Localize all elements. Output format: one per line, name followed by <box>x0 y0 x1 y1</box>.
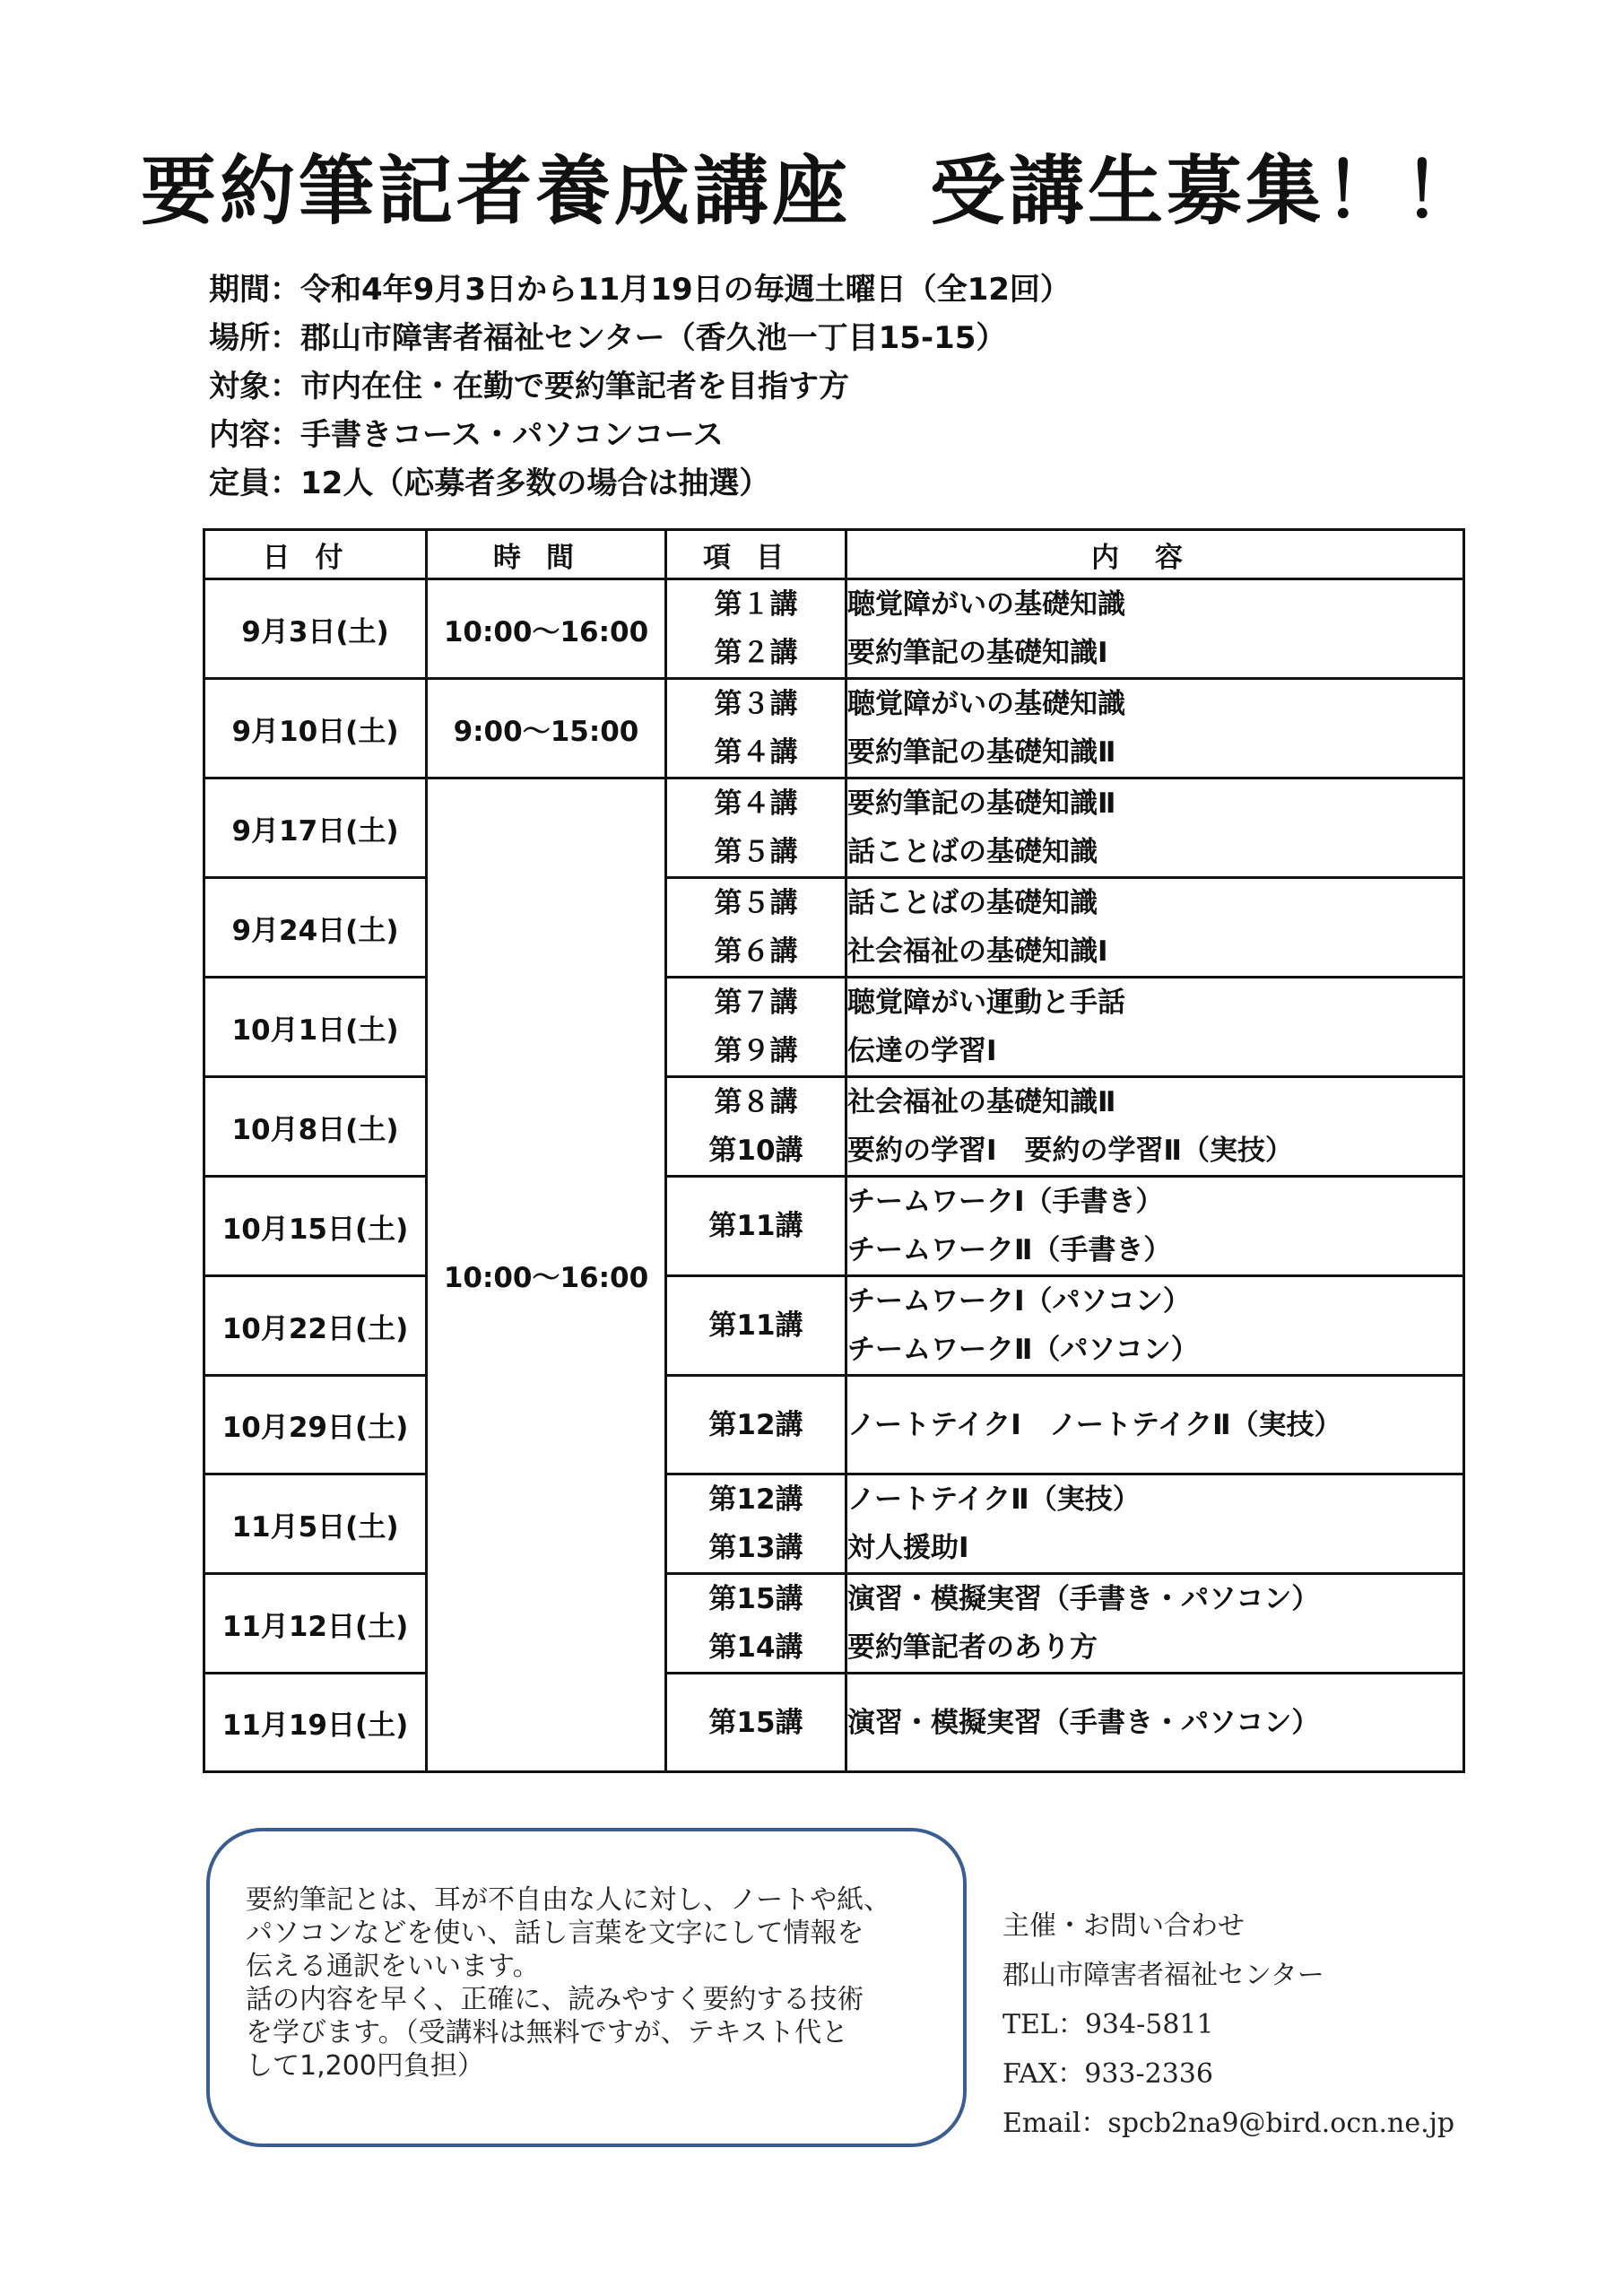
lesson-label: 第12講 <box>708 1483 803 1516</box>
lesson-label: 第11講 <box>708 1210 803 1242</box>
content-text: チームワークⅡ（パソコン） <box>847 1334 1199 1366</box>
row-date: 10月1日(土) <box>204 978 427 1077</box>
header-item: 項目 <box>666 530 846 579</box>
row-time: 10:00～16:00 <box>427 579 666 679</box>
info-content: 内容：手書きコース・パソコンコース <box>209 417 724 453</box>
row-date: 9月10日(土) <box>204 679 427 778</box>
row-contents <box>846 1474 1464 1574</box>
row-date: 10月15日(土) <box>204 1177 427 1276</box>
row-contents <box>846 1177 1464 1276</box>
header-content: 内容 <box>846 530 1464 579</box>
notice-text: 話の内容を早く、正確に、読みやすく要約する技術 <box>246 1984 864 2015</box>
row-lessons <box>666 978 846 1077</box>
notice-text: 伝える通訳をいいます。 <box>246 1951 540 1982</box>
info-block <box>209 265 1071 508</box>
content-text: ノートテイクⅠ ノートテイクⅡ（実技） <box>847 1408 1342 1441</box>
lesson-label: 第５講 <box>714 836 798 868</box>
contact-block <box>1002 1901 1454 2148</box>
lesson-label: 第５講 <box>714 887 798 919</box>
lesson-label: 第３講 <box>714 688 798 720</box>
content-text: 伝達の学習Ⅰ <box>847 1035 997 1067</box>
content-text: 聴覚障がい運動と手話 <box>847 987 1125 1019</box>
row-lessons <box>666 1276 846 1376</box>
row-lessons <box>666 1574 846 1674</box>
lesson-label: 第２講 <box>714 637 798 669</box>
row-lessons <box>666 778 846 878</box>
row-contents <box>846 1376 1464 1474</box>
lesson-label: 第１講 <box>714 588 798 621</box>
page-title: 要約筆記者養成講座 受講生募集！！ <box>140 147 1482 235</box>
header-date: 日付 <box>204 530 427 579</box>
row-lessons <box>666 1177 846 1276</box>
lesson-label: 第４講 <box>714 787 798 820</box>
row-date: 11月5日(土) <box>204 1474 427 1574</box>
notice-text: を学びます。（受講料は無料ですが、テキスト代と <box>246 2017 848 2048</box>
notice-box <box>206 1828 967 2147</box>
row-lessons <box>666 1077 846 1177</box>
content-text: 話ことばの基礎知識 <box>847 836 1098 868</box>
info-capacity: 定員：12人（応募者多数の場合は抽選） <box>209 465 770 501</box>
notice-text: 要約筆記とは、耳が不自由な人に対し、ノートや紙、 <box>246 1884 891 1916</box>
info-period: 期間：令和4年9月3日から11月19日の毎週土曜日（全12回） <box>209 272 1071 308</box>
row-contents <box>846 1574 1464 1674</box>
row-lessons <box>666 1376 846 1474</box>
content-text: チームワークⅠ（パソコン） <box>847 1285 1191 1318</box>
lesson-label: 第12講 <box>708 1408 803 1441</box>
content-text: 対人援助Ⅰ <box>847 1532 969 1564</box>
notice-text: して1,200円負担） <box>246 2050 484 2082</box>
lesson-label: 第８講 <box>714 1086 798 1118</box>
content-text: 演習・模擬実習（手書き・パソコン） <box>847 1706 1320 1739</box>
content-text: チームワークⅡ（手書き） <box>847 1234 1172 1266</box>
lesson-label: 第15講 <box>708 1583 803 1615</box>
row-date: 9月24日(土) <box>204 878 427 978</box>
row-contents <box>846 978 1464 1077</box>
row-contents <box>846 1276 1464 1376</box>
content-text: 社会福祉の基礎知識Ⅱ <box>847 1086 1116 1118</box>
content-text: 話ことばの基礎知識 <box>847 887 1098 919</box>
content-text: 要約筆記の基礎知識Ⅱ <box>847 787 1116 820</box>
contact-fax: FAX：933-2336 <box>1002 2058 1213 2090</box>
row-date: 10月8日(土) <box>204 1077 427 1177</box>
info-target: 対象：市内在住・在勤で要約筆記者を目指す方 <box>209 369 849 404</box>
row-lessons <box>666 679 846 778</box>
contact-tel: TEL：934-5811 <box>1002 2009 1214 2040</box>
contact-heading: 主催・お問い合わせ <box>1002 1910 1245 1942</box>
row-date: 11月19日(土) <box>204 1674 427 1772</box>
content-text: 聴覚障がいの基礎知識 <box>847 688 1125 720</box>
row-contents <box>846 778 1464 878</box>
contact-organizer: 郡山市障害者福祉センター <box>1002 1960 1324 1991</box>
lesson-label: 第13講 <box>708 1532 803 1564</box>
content-text: 要約筆記の基礎知識Ⅱ <box>847 736 1116 769</box>
schedule-table <box>203 528 1465 1773</box>
table-row <box>204 1276 1464 1376</box>
content-text: 要約の学習Ⅰ 要約の学習Ⅱ（実技） <box>847 1135 1293 1167</box>
table-row <box>204 1674 1464 1772</box>
table-row <box>204 878 1464 978</box>
table-row <box>204 679 1464 778</box>
table-row <box>204 1376 1464 1474</box>
lesson-label: 第10講 <box>708 1135 803 1167</box>
notice-text: パソコンなどを使い、話し言葉を文字にして情報を <box>246 1918 864 1949</box>
table-row <box>204 1474 1464 1574</box>
lesson-label: 第15講 <box>708 1706 803 1739</box>
row-contents <box>846 579 1464 679</box>
row-time-shared: 10:00～16:00 <box>427 778 666 1772</box>
content-text: 演習・模擬実習（手書き・パソコン） <box>847 1583 1320 1615</box>
content-text: 社会福祉の基礎知識Ⅰ <box>847 935 1108 968</box>
table-row <box>204 978 1464 1077</box>
content-text: ノートテイクⅡ（実技） <box>847 1483 1141 1516</box>
row-contents <box>846 878 1464 978</box>
row-contents <box>846 1674 1464 1772</box>
lesson-label: 第４講 <box>714 736 798 769</box>
table-row <box>204 1574 1464 1674</box>
row-date: 9月17日(土) <box>204 778 427 878</box>
table-row <box>204 1077 1464 1177</box>
content-text: 聴覚障がいの基礎知識 <box>847 588 1125 621</box>
contact-email: Email：spcb2na9@bird.ocn.ne.jp <box>1002 2108 1455 2139</box>
row-date: 10月29日(土) <box>204 1376 427 1474</box>
info-place: 場所：郡山市障害者福祉センター（香久池一丁目15-15） <box>209 320 1007 356</box>
row-lessons <box>666 1474 846 1574</box>
table-row <box>204 1177 1464 1276</box>
row-date: 10月22日(土) <box>204 1276 427 1376</box>
row-time: 9:00～15:00 <box>427 679 666 778</box>
content-text: チームワークⅠ（手書き） <box>847 1186 1164 1218</box>
lesson-label: 第11講 <box>708 1309 803 1342</box>
table-row <box>204 579 1464 679</box>
content-text: 要約筆記者のあり方 <box>847 1631 1098 1664</box>
table-row <box>204 778 1464 878</box>
row-date: 11月12日(土) <box>204 1574 427 1674</box>
row-lessons <box>666 1674 846 1772</box>
row-contents <box>846 679 1464 778</box>
lesson-label: 第14講 <box>708 1631 803 1664</box>
lesson-label: 第９講 <box>714 1035 798 1067</box>
row-lessons <box>666 878 846 978</box>
lesson-label: 第６講 <box>714 935 798 968</box>
content-text: 要約筆記の基礎知識Ⅰ <box>847 637 1108 669</box>
header-time: 時間 <box>427 530 666 579</box>
row-lessons <box>666 579 846 679</box>
row-contents <box>846 1077 1464 1177</box>
row-date: 9月3日(土) <box>204 579 427 679</box>
lesson-label: 第７講 <box>714 987 798 1019</box>
